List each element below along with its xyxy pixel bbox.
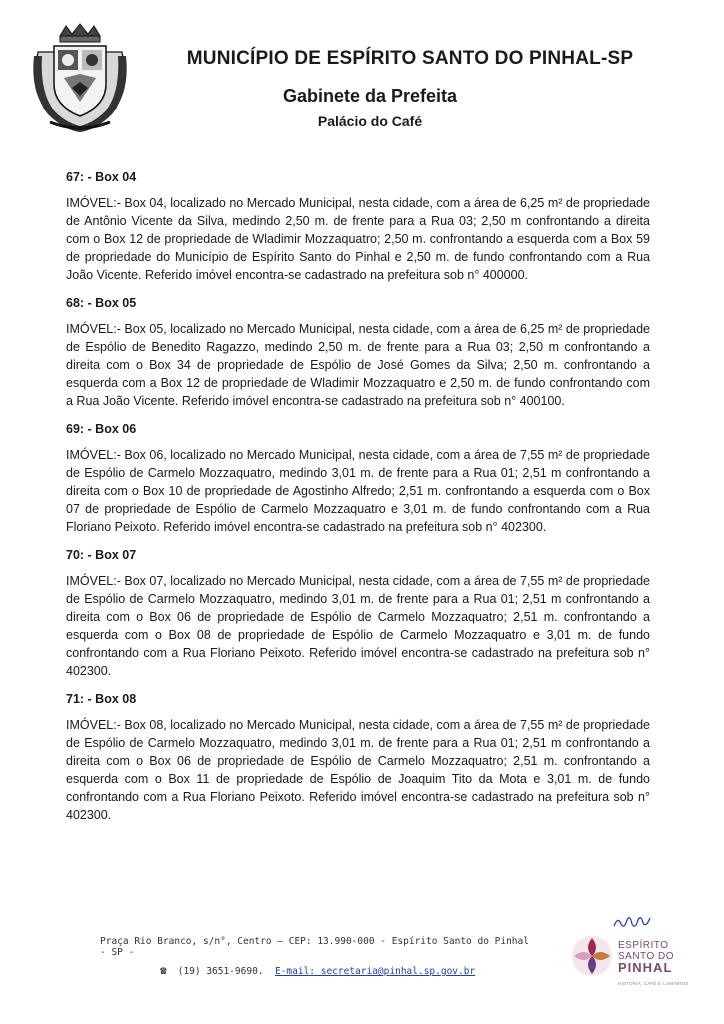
document-subtitle: Gabinete da Prefeita <box>282 86 458 106</box>
entry-text: IMÓVEL:- Box 07, localizado no Mercado Municipal, nesta cidade, com a área de 7,55 m² de propriedade de Espólio de Carmelo Mozzaquatro, medindo 3,01 m. de frente para a Rua 01; 2,51 m confrontando a direita com o Box 06 de propriedade de Espólio de Carmelo Mozzaquatro; 2,51 m. confrontando a esquerda com o Box 08 de propriedade de Espólio de Carmelo Mozzaquatro e 3,01 m. de fundo confrontando com a Rua Floriano Peixoto. Referido imóvel encontra-se cadastrado na prefeitura sob n° 402300. <box>66 574 650 678</box>
entry-70 <box>66 548 650 680</box>
logo-tagline: HISTÓRIA, CAFÉ E CAMINHOS <box>618 981 689 986</box>
municipal-coat-of-arms <box>30 22 130 134</box>
logo-mark-icon <box>570 934 614 978</box>
document-subtitle-secondary: Palácio do Café <box>317 113 423 129</box>
entry-heading: 67: - Box 04 <box>66 170 137 184</box>
footer-address: Praça Rio Branco, s/n°, Centro – CEP: 13.990-000 - Espírito Santo do Pinhal - SP - <box>100 936 529 958</box>
signature-initials <box>612 910 652 932</box>
entry-68 <box>66 296 650 410</box>
entry-67 <box>66 170 650 284</box>
entry-heading: 71: - Box 08 <box>66 692 137 706</box>
logo-line-3: PINHAL <box>618 960 673 975</box>
entry-text: IMÓVEL:- Box 05, localizado no Mercado Municipal, nesta cidade, com a área de 6,25 m² de propriedade de Espólio de Benedito Ragazzo, medindo 2,50 m. de frente para a Rua 03; 2,50 m confrontando a direita com o Box 34 de propriedade de Espólio de José Gomes da Silva; 2,50 m. confrontando a esquerda com a Box 12 de propriedade de Wladimir Mozzaquatro e 2,50 m. de fundo confrontando com a Rua João Vicente. Referido imóvel encontra-se cadastrado na prefeitura sob n° 400100. <box>66 322 650 408</box>
entry-text: IMÓVEL:- Box 04, localizado no Mercado Municipal, nesta cidade, com a área de 6,25 m² de propriedade de Antônio Vicente da Silva, medindo 2,50 m. de frente para a Rua 03; 2,50 m confrontando a direita com o Box 12 de propriedade de Wladimir Mozzaquatro; 2,50 m. confrontando a esquerda com a Box 59 de propriedade do Município de Espírito Santo do Pinhal e 2,50 m. de fundo confrontando com a Rua João Vicente. Referido imóvel encontra-se cadastrado na prefeitura sob n° 400000. <box>66 196 650 282</box>
logo-line-1: ESPÍRITO <box>618 940 669 951</box>
entry-heading: 69: - Box 06 <box>66 422 137 436</box>
entry-69 <box>66 422 650 536</box>
document-body <box>66 170 650 836</box>
city-brand-logo <box>570 934 710 1000</box>
logo-line-2: SANTO DO <box>618 951 675 962</box>
entry-text: IMÓVEL:- Box 06, localizado no Mercado Municipal, nesta cidade, com a área de 7,55 m² de propriedade de Espólio de Carmelo Mozzaquatro, medindo 3,01 m. de frente para a Rua 01; 2,51 m confrontando a direita com o Box 10 de propriedade de Agostinho Alfredo; 2,51 m. confrontando a esquerda com o Box 07 de propriedade de Espólio de Carmelo Mozzaquatro e 3,01 m. de fundo confrontando com a Rua Floriano Peixoto. Referido imóvel encontra-se cadastrado na prefeitura sob n° 402300. <box>66 448 650 534</box>
document-title: MUNICÍPIO DE ESPÍRITO SANTO DO PINHAL-SP <box>186 48 634 69</box>
footer-phone: (19) 3651-9690. <box>177 966 264 977</box>
footer-email-link[interactable]: E-mail: secretaria@pinhal.sp.gov.br <box>274 966 476 977</box>
entry-71 <box>66 692 650 824</box>
entry-text: IMÓVEL:- Box 08, localizado no Mercado Municipal, nesta cidade, com a área de 7,55 m² de propriedade de Espólio de Carmelo Mozzaquatro, medindo 3,01 m. de frente para a Rua 01; 2,51 m confrontando a direita com o Box 06 de propriedade de Espólio de Carmelo Mozzaquatro; 2,51 m. confrontando a esquerda com o Box 11 de propriedade de Espólio de Joaquim Tito da Mota e 3,01 m. de fundo confrontando com a Rua Floriano Peixoto. Referido imóvel encontra-se cadastrado na prefeitura sob n° 402300. <box>66 718 650 822</box>
telephone-icon: ☎ <box>160 964 167 977</box>
page-footer <box>100 936 540 977</box>
footer-contact <box>100 964 540 977</box>
entry-heading: 68: - Box 05 <box>66 296 137 310</box>
entry-heading: 70: - Box 07 <box>66 548 137 562</box>
